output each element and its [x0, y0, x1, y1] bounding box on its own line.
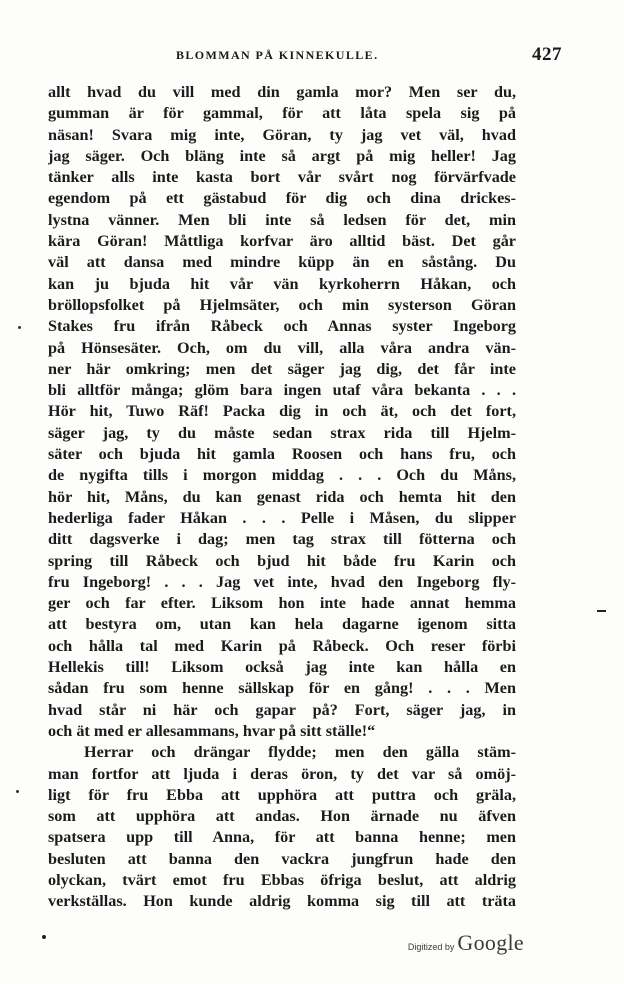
text-line: bli alltför många; glöm bara ingen utaf våra bekanta . . . — [48, 381, 516, 400]
text-line: kan ju bjuda hit vår vän kyrkoherrn Håkan, och — [48, 274, 516, 293]
text-line: hör hit, Måns, du kan genast rida och hemta hit den — [48, 487, 516, 506]
text-line: hederliga fader Håkan . . . Pelle i Måsen, du slipper — [48, 508, 516, 527]
google-logo: Google — [457, 930, 524, 955]
text-line: fru Ingeborg! . . . Jag vet inte, hvad den Ingeborg fly- — [48, 572, 516, 591]
text-line: bröllopsfolket på Hjelmsäter, och min systerson Göran — [48, 295, 516, 314]
text-line: Stakes fru ifrån Råbeck och Annas syster Ingeborg — [48, 317, 516, 336]
digitized-by-google-watermark — [408, 930, 524, 956]
text-line: väl att dansa med mindre küpp än en såstång. Du — [48, 253, 516, 272]
text-line: säger jag, ty du måste sedan strax rida till Hjelm- — [48, 423, 516, 442]
footer-dot — [42, 935, 46, 939]
page-number: 427 — [532, 44, 562, 65]
text-line: olyckan, tvärt emot fru Ebbas öfriga beslut, att aldrig — [48, 870, 516, 889]
text-line: jag säger. Och bläng inte så argt på mig heller! Jag — [48, 146, 516, 165]
text-line: egendom på ett gästabud för dig och dina drickes- — [48, 189, 516, 208]
text-line: de nygifta tills i morgon middag . . . Och du Måns, — [48, 466, 516, 485]
text-line: spatsera upp till Anna, för att banna henne; men — [48, 828, 516, 847]
text-line: hvad står ni här och gapar på? Fort, säger jag, in — [48, 700, 516, 719]
text-line: sådan fru som henne sällskap för en gång! . . . Men — [48, 679, 516, 698]
text-line: man fortfor att ljuda i deras öron, ty det var så omöj- — [48, 764, 516, 783]
text-line: Herrar och drängar flydde; men den gälla stäm- — [84, 743, 516, 762]
text-line: spring till Råbeck och bjud hit både fru Karin och — [48, 551, 516, 570]
margin-mark — [16, 790, 19, 793]
text-line: Hellekis till! Liksom också jag inte kan hålla en — [48, 658, 516, 677]
text-line: ligt för fru Ebba att upphöra att puttra och gräla, — [48, 785, 516, 804]
margin-dash — [597, 610, 606, 612]
text-line: tänker alls inte kasta bort vår svårt nog förvärfvade — [48, 168, 516, 187]
text-line: lystna vänner. Men bli inte så ledsen för det, min — [48, 210, 516, 229]
text-line: näsan! Svara mig inte, Göran, ty jag vet väl, hvad — [48, 125, 516, 144]
running-head — [48, 44, 580, 68]
running-title: BLOMMAN PÅ KINNEKULLE. — [176, 48, 379, 62]
text-line: ger och far efter. Liksom hon inte hade annat hemma — [48, 594, 516, 613]
text-line: kära Göran! Måttliga korfvar äro alltid bäst. Det går — [48, 232, 516, 251]
text-line: ditt dagsverke i dag; men tag strax till fötterna och — [48, 530, 516, 549]
text-line: säter och bjuda hit gamla Roosen och hans fru, och — [48, 445, 516, 464]
watermark-prefix: Digitized by — [407, 942, 455, 952]
body-text — [48, 82, 516, 913]
text-line: besluten att banna den vackra jungfrun hade den — [48, 849, 516, 868]
text-line: verkställas. Hon kunde aldrig komma sig till att träta — [48, 892, 516, 911]
text-line: gumman är för gammal, för att låta spela sig på — [48, 104, 516, 123]
text-line: ner här omkring; men det säger jag dig, det får inte — [48, 359, 516, 378]
margin-mark — [18, 326, 21, 329]
text-line: och ät med er allesammans, hvar på sitt ställe!“ — [48, 721, 376, 740]
text-line: och hålla tal med Karin på Råbeck. Och reser förbi — [48, 636, 516, 655]
text-line: Hör hit, Tuwo Räf! Packa dig in och ät, och det fort, — [48, 402, 516, 421]
text-line: som att upphöra att andas. Hon ärnade nu äfven — [48, 807, 516, 826]
text-line: att bestyra om, utan kan hela dagarne igenom sitta — [48, 615, 516, 634]
text-line: allt hvad du vill med din gamla mor? Men ser du, — [48, 83, 516, 101]
text-line: på Hönsesäter. Och, om du vill, alla våra andra vän- — [48, 338, 516, 357]
